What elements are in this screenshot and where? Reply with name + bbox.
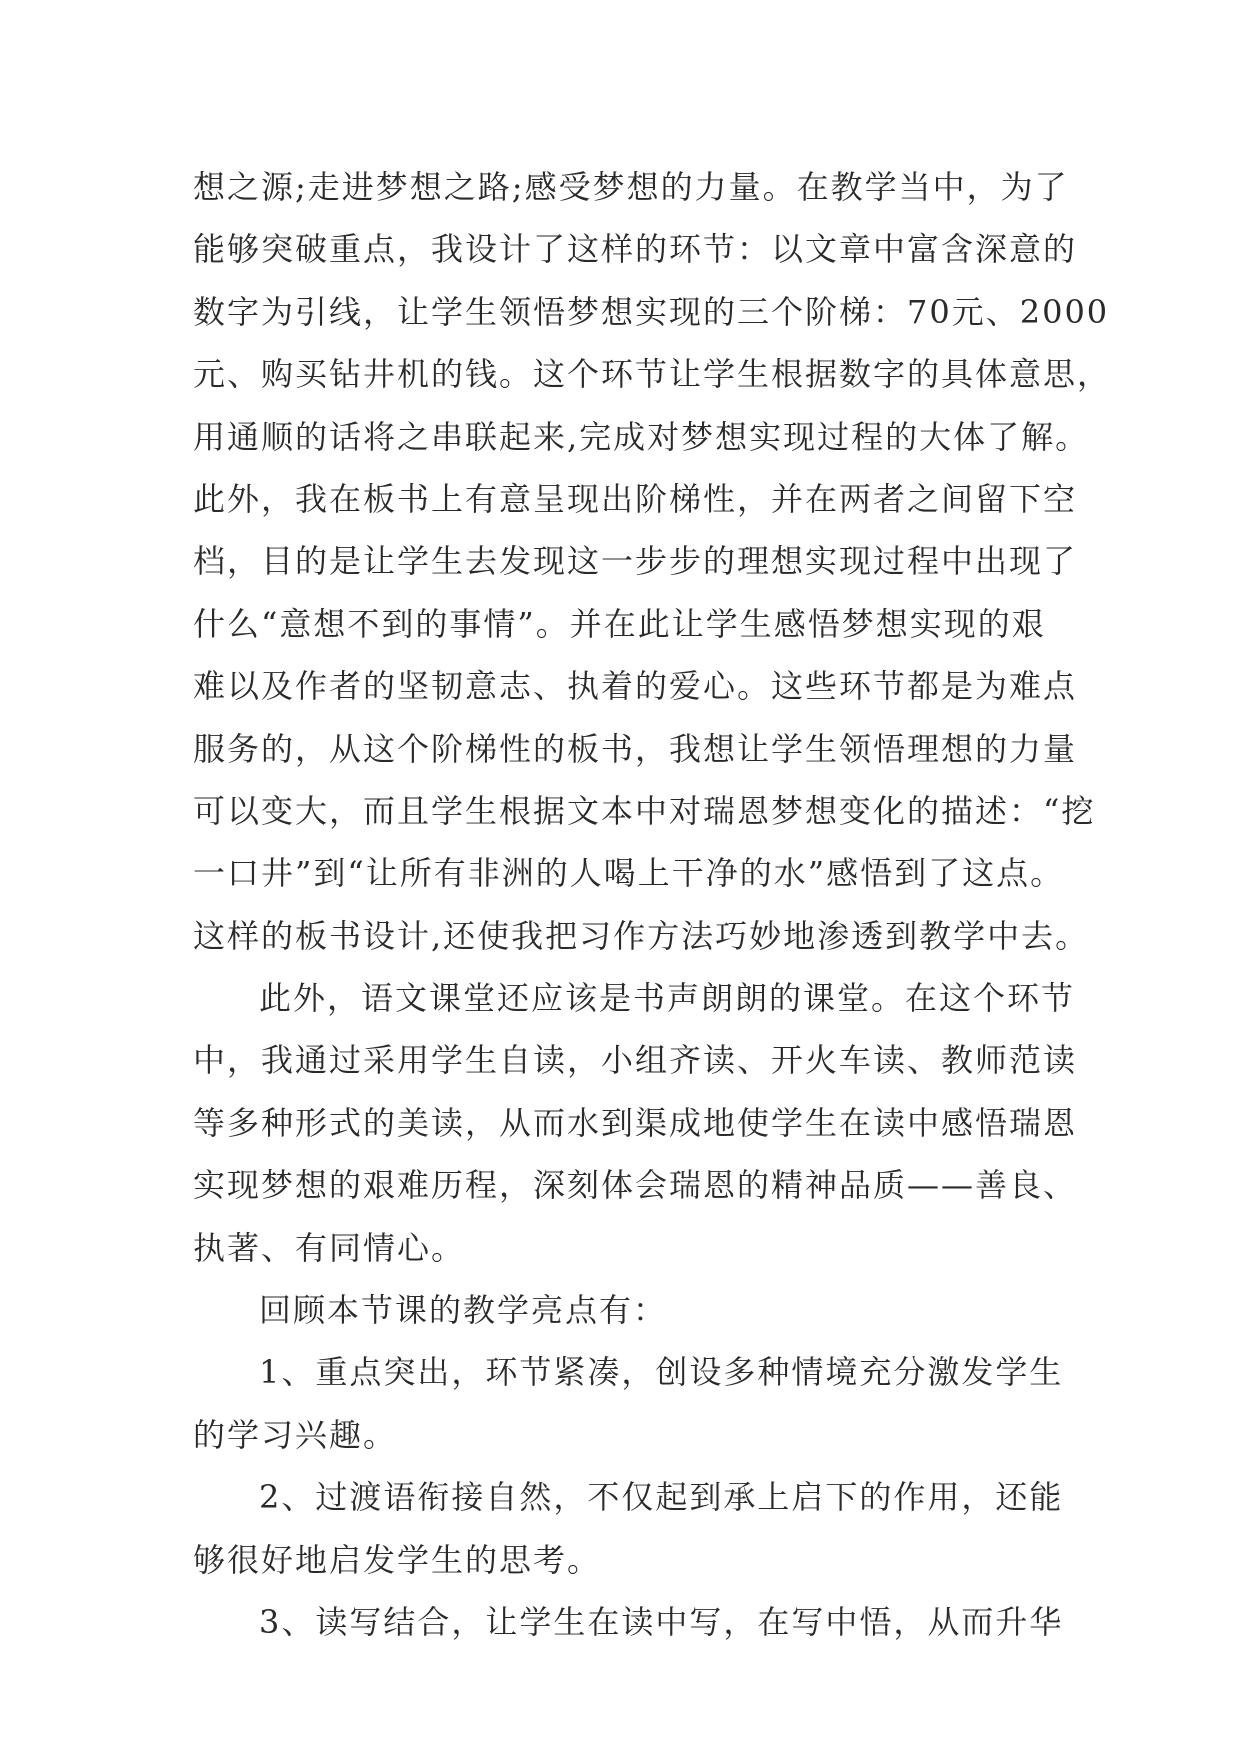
text-line: 一口井”到“让所有非洲的人喝上干净的水”感悟到了这点。 — [193, 854, 1065, 893]
text-line: 够很好地启发学生的思考。 — [193, 1540, 602, 1579]
list-item-2-line: 2、过渡语衔接自然，不仅起到承上启下的作用，还能 — [259, 1478, 1064, 1517]
text-line: 此外，我在板书上有意呈现出阶梯性，并在两者之间留下空 — [193, 479, 1078, 518]
text-line: 执著、有同情心。 — [193, 1228, 466, 1267]
text-line: 想之源;走进梦想之路;感受梦想的力量。在教学当中，为了 — [193, 168, 1069, 206]
text-line: 档，目的是让学生去发现这一步步的理想实现过程中出现了 — [193, 542, 1078, 581]
text-line: 中，我通过采用学生自读，小组齐读、开火车读、教师范读 — [193, 1041, 1078, 1080]
text-line: 难以及作者的坚韧意志、执着的爱心。这些环节都是为难点 — [193, 667, 1078, 706]
text-line: 实现梦想的艰难历程，深刻体会瑞恩的精神品质——善良、 — [193, 1166, 1078, 1205]
text-line: 的学习兴趣。 — [193, 1415, 398, 1454]
text-line: 用通顺的话将之串联起来,完成对梦想实现过程的大体了解。 — [193, 417, 1090, 456]
list-item-1-line: 1、重点突出，环节紧凑，创设多种情境充分激发学生 — [259, 1353, 1064, 1392]
text-line: 什么“意想不到的事情”。并在此让学生感悟梦想实现的艰 — [193, 604, 1046, 643]
paragraph-start-line: 此外，语文课堂还应该是书声朗朗的课堂。在这个环节 — [259, 979, 1076, 1018]
body-text — [193, 156, 1112, 1653]
text-line: 这样的板书设计,还使我把习作方法巧妙地渗透到教学中去。 — [193, 916, 1090, 955]
paragraph-start-line: 回顾本节课的教学亮点有： — [259, 1291, 668, 1330]
list-item-3-line: 3、读写结合，让学生在读中写，在写中悟，从而升华 — [259, 1602, 1064, 1641]
text-line: 服务的，从这个阶梯性的板书，我想让学生领悟理想的力量 — [193, 729, 1078, 768]
text-line: 可以变大，而且学生根据文本中对瑞恩梦想变化的描述：“挖 — [193, 791, 1096, 830]
text-line: 等多种形式的美读，从而水到渠成地使学生在读中感悟瑞恩 — [193, 1103, 1078, 1142]
text-line: 数字为引线，让学生领悟梦想实现的三个阶梯：70元、2000 — [193, 292, 1110, 331]
text-line: 元、购买钻井机的钱。这个环节让学生根据数字的具体意思， — [193, 355, 1112, 394]
text-line: 能够突破重点，我设计了这样的环节：以文章中富含深意的 — [193, 230, 1078, 269]
